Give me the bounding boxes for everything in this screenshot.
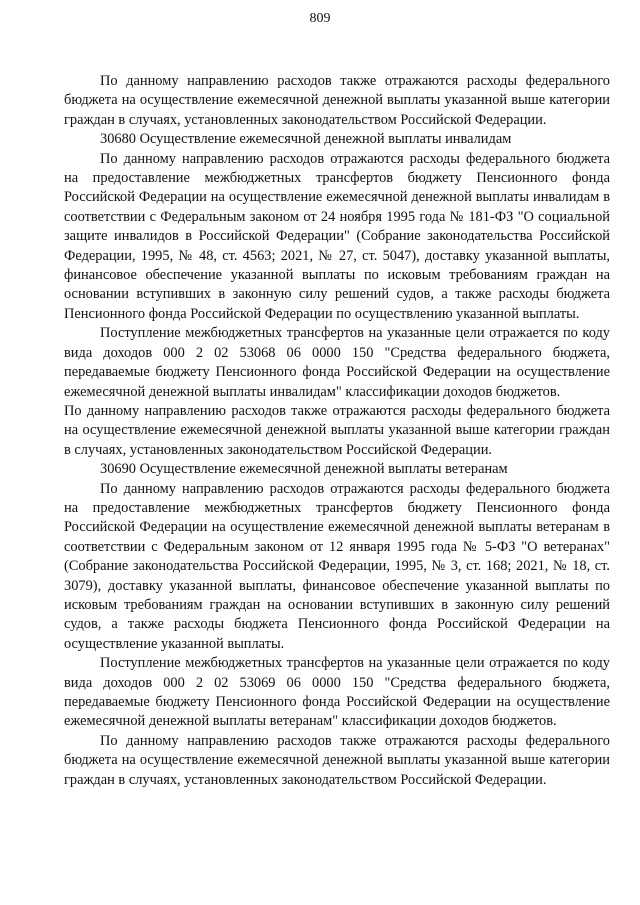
paragraph-note-3: По данному направлению расходов также отражаются расходы федерального бюджета на осуществление ежемесячной денежной выплаты указанной выше категории граждан в случаях, установленных законодательством Российской Федерации.: [64, 732, 610, 788]
page-number: 809: [309, 11, 331, 26]
paragraph-30690-income-code: Поступление межбюджетных трансфертов на указанные цели отражается по коду вида доходов 000 2 02 53069 06 0000 150 "Средства федерального бюджета, передаваемые бюджету Пенсионного фонда Российской Федерации на осуществление ежемесячной денежной выплаты ветеранам" классификации доходов бюджетов.: [64, 655, 610, 730]
paragraph-30690-description: По данному направлению расходов отражаются расходы федерального бюджета на предоставление межбюджетных трансфертов бюджету Пенсионного фонда Российской Федерации на осуществление ежемесячной денежной выплаты ветеранам в соответствии с Федеральным законом от 12 января 1995 года № 5-ФЗ "О ветеранах" (Собрание законодательства Российской Федерации, 1995, № 3, ст. 168; 2021, № 18, ст. 3079), доставку указанной выплаты, финансовое обеспечение указанной выплаты по исковым требованиям граждан на основании вступивших в законную силу решений судов, а также расходы бюджета Пенсионного фонда Российской Федерации на осуществление указанной выплаты.: [64, 480, 610, 652]
paragraph-note-2: По данному направлению расходов также отражаются расходы федерального бюджета на осуществление ежемесячной денежной выплаты указанной выше категории граждан в случаях, установленных законодательством Российской Федерации.: [64, 402, 610, 458]
paragraph-30680-description: По данному направлению расходов отражаются расходы федерального бюджета на предоставление межбюджетных трансфертов бюджету Пенсионного фонда Российской Федерации на осуществление ежемесячной денежной выплаты инвалидам в соответствии с Федеральным законом от 24 ноября 1995 года № 181-ФЗ "О социальной защите инвалидов в Российской Федерации" (Собрание законодательства Российской Федерации, 1995, № 48, ст. 4563; 2021, № 27, ст. 5047), доставку указанной выплаты, финансовое обеспечение указанной выплаты по исковым требованиям граждан на основании вступивших в законную силу решений судов, а также расходы бюджета Пенсионного фонда Российской Федерации по осуществлению указанной выплаты.: [64, 150, 610, 322]
document-body: [64, 72, 610, 790]
section-heading-30680: 30680 Осуществление ежемесячной денежной выплаты инвалидам: [100, 131, 512, 148]
section-heading-30690: 30690 Осуществление ежемесячной денежной выплаты ветеранам: [100, 461, 508, 478]
paragraph-30680-income-code: Поступление межбюджетных трансфертов на указанные цели отражается по коду вида доходов 000 2 02 53068 06 0000 150 "Средства федерального бюджета, передаваемые бюджету Пенсионного фонда Российской Федерации на осуществление ежемесячной денежной выплаты инвалидам" классификации доходов бюджетов.: [64, 325, 610, 400]
paragraph-note-1: По данному направлению расходов также отражаются расходы федерального бюджета на осуществление ежемесячной денежной выплаты указанной выше категории граждан в случаях, установленных законодательством Российской Федерации.: [64, 73, 610, 128]
